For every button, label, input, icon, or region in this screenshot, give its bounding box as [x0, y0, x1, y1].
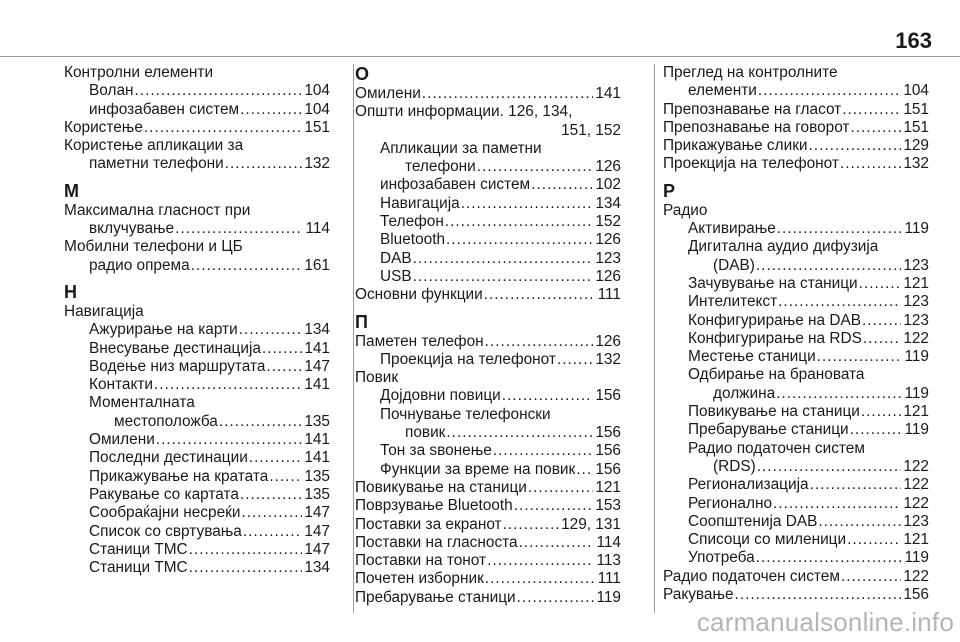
index-entry-text: Ракување: [663, 586, 734, 604]
index-entry-text: Регионално: [688, 494, 773, 512]
column-separator: [654, 64, 655, 613]
dot-leader: [144, 119, 302, 137]
dot-leader: [219, 413, 302, 431]
dot-leader: [514, 497, 594, 515]
index-column-1: [64, 64, 330, 577]
index-entry-text-continued: должина: [713, 384, 776, 402]
index-page-ref[interactable]: 104: [903, 82, 929, 100]
index-page-ref[interactable]: 113: [596, 552, 621, 570]
dot-leader: [241, 504, 302, 522]
index-entry-text: Дигитална аудио дифузија: [688, 238, 879, 256]
index-page-ref[interactable]: 135: [304, 485, 330, 503]
dot-leader: [493, 442, 594, 460]
index-page-ref[interactable]: 141: [304, 449, 330, 467]
dot-leader: [413, 268, 594, 286]
dot-leader: [735, 586, 902, 604]
dot-leader: [810, 476, 902, 494]
index-entry-text-continued: (DAB): [713, 256, 755, 274]
dot-leader: [189, 541, 303, 559]
index-subentry: [64, 541, 330, 559]
index-entry: [663, 64, 929, 101]
index-entry: [663, 202, 929, 220]
index-entry-text: Список со свртувања: [89, 522, 242, 540]
index-page-ref[interactable]: 141: [304, 431, 330, 449]
index-page-ref[interactable]: 122: [903, 494, 929, 512]
index-entry-text: Навигација: [64, 302, 144, 320]
index-page-ref[interactable]: 147: [304, 522, 330, 540]
dot-leader: [847, 531, 901, 549]
index-page-ref[interactable]: 132: [304, 155, 330, 173]
index-subentry: [355, 351, 621, 369]
index-entry-text: Bluetooth: [380, 231, 446, 249]
dot-leader: [191, 257, 303, 275]
dot-leader: [842, 101, 901, 119]
index-entry: [355, 516, 621, 534]
index-page-ref[interactable]: 111: [597, 570, 621, 588]
index-page-ref[interactable]: 134: [304, 559, 330, 577]
index-entry-text: Проекција на телефонот: [663, 155, 839, 173]
index-subentry: [355, 140, 621, 177]
index-subentry: [64, 101, 330, 119]
dot-leader: [576, 461, 593, 479]
index-page-ref[interactable]: 119: [904, 348, 929, 366]
dot-leader: [243, 523, 302, 541]
dot-leader: [446, 424, 593, 442]
index-page-ref[interactable]: 126: [595, 158, 621, 176]
index-entry-text: Максимална гласност при: [64, 201, 251, 219]
index-entry-text: Апликации за паметни: [380, 139, 542, 157]
index-subentry: [663, 440, 929, 477]
index-page-ref[interactable]: 152: [595, 213, 621, 231]
index-entry: [64, 119, 330, 137]
index-entry: [663, 119, 929, 137]
index-page-ref[interactable]: 123: [903, 293, 929, 311]
index-entry-text: Моменталната: [89, 394, 195, 412]
dot-leader: [239, 321, 303, 339]
index-entry-text: Пребарување станици: [355, 588, 516, 606]
index-subentry: [64, 486, 330, 504]
index-entry-text: Омилени: [89, 431, 155, 449]
dot-leader: [135, 82, 303, 100]
dot-leader: [485, 333, 594, 351]
dot-leader: [756, 549, 903, 567]
index-entry: [355, 333, 621, 351]
index-subentry: [355, 406, 621, 443]
index-page-ref[interactable]: 119: [904, 549, 929, 567]
index-page-ref[interactable]: 141: [304, 376, 330, 394]
page-number: 163: [895, 28, 932, 53]
index-page-ref[interactable]: 126: [595, 231, 621, 249]
dot-leader: [175, 220, 303, 238]
index-page-ref[interactable]: 151: [903, 100, 929, 118]
index-page-ref[interactable]: 156: [595, 442, 621, 460]
index-entry: [355, 479, 621, 497]
dot-leader: [156, 431, 303, 449]
index-entry-text: Омилени: [355, 85, 421, 102]
index-entry-text: Препознавање на говорот: [663, 118, 850, 136]
index-entry: [663, 101, 929, 119]
dot-leader: [757, 458, 902, 476]
dot-leader: [773, 495, 901, 513]
dot-leader: [519, 534, 595, 552]
index-page-ref[interactable]: 141: [595, 85, 621, 102]
dot-leader: [758, 82, 901, 100]
index-subentry: [663, 348, 929, 366]
index-entry-text: Почнување телефонски: [380, 405, 551, 423]
index-subentry: [663, 312, 929, 330]
index-subentry: [355, 250, 621, 268]
index-entry-text: Сообраќајни несреќи: [89, 504, 241, 522]
index-entry-text: Преглед на контролните: [663, 64, 838, 81]
dot-leader: [557, 351, 593, 369]
dot-leader: [413, 250, 594, 268]
index-page-ref[interactable]: 151: [903, 118, 929, 136]
index-page-ref[interactable]: 121: [903, 531, 929, 549]
index-subentry: [355, 195, 621, 213]
index-entry-text-continued: (RDS): [713, 457, 756, 475]
dot-leader: [446, 231, 593, 249]
index-entry-text: Контакти: [89, 376, 154, 394]
index-page-ref[interactable]: 123: [903, 256, 929, 274]
dot-leader: [154, 376, 302, 394]
index-page-ref[interactable]: 119: [904, 384, 929, 402]
index-entry-text: Радио податочен систем: [688, 439, 865, 457]
index-page-ref[interactable]: 119: [596, 588, 621, 606]
index-column-3: [663, 64, 929, 604]
dot-leader: [240, 101, 302, 119]
index-page-ref: 151, 152: [561, 121, 621, 139]
index-entry-text: Повик: [355, 369, 399, 387]
index-entry-text: Основни функции: [355, 286, 483, 304]
index-page-ref[interactable]: 147: [304, 540, 330, 558]
index-subentry: [663, 238, 929, 275]
dot-leader: [817, 348, 903, 366]
index-page-ref[interactable]: 156: [595, 424, 621, 442]
index-subentry: [64, 559, 330, 577]
index-entry: [355, 369, 621, 387]
index-subentry: [663, 513, 929, 531]
index-entry: [64, 137, 330, 174]
index-page-ref[interactable]: 153: [595, 497, 621, 515]
index-entry-text: Поставки на тонот: [355, 552, 487, 570]
index-entry: [64, 202, 330, 239]
index-entry-text-continued: повик: [405, 424, 446, 442]
index-subentry: [64, 394, 330, 431]
index-page-ref[interactable]: 104: [304, 100, 330, 118]
index-subentry: [64, 321, 330, 339]
index-subentry: [663, 421, 929, 439]
index-entry: [355, 497, 621, 515]
index-subentry: [64, 358, 330, 376]
index-entry-text: Телефон: [380, 213, 444, 231]
index-page-ref[interactable]: 129, 131: [561, 515, 621, 533]
index-subentry: [663, 495, 929, 513]
dot-leader: [859, 275, 902, 293]
dot-leader: [445, 213, 593, 231]
index-page-ref[interactable]: 121: [903, 403, 929, 421]
dot-leader: [225, 155, 303, 173]
index-entry-text: Активирање: [688, 220, 776, 238]
index-subentry: [355, 176, 621, 194]
index-column-2: [355, 64, 621, 607]
index-entry-text: Поставки на гласноста: [355, 533, 518, 551]
dot-leader: [503, 516, 559, 534]
index-entry-text-continued: радио опрема: [89, 256, 190, 274]
index-entry: [663, 155, 929, 173]
index-entry-text: Конфигурирање на DAB: [688, 311, 862, 329]
index-entry-text: Волан: [89, 82, 134, 100]
index-subentry: [355, 461, 621, 479]
dot-leader: [240, 486, 302, 504]
index-page-ref[interactable]: 123: [595, 249, 621, 267]
index-page-ref[interactable]: 104: [304, 82, 330, 100]
index-entry-text: Повикување на станици: [355, 478, 527, 496]
index-entry-text: Проекција на телефонот: [380, 350, 556, 368]
index-entry: [355, 552, 621, 570]
index-entry-text: Мобилни телефони и ЦБ: [64, 238, 243, 256]
index-entry-text-continued: вклучување: [89, 220, 175, 238]
dot-leader: [485, 570, 596, 588]
index-entry-text: Списоци со миленици: [688, 531, 847, 549]
index-entry-text: Употреба: [688, 549, 755, 567]
index-subentry: [64, 431, 330, 449]
index-page-ref[interactable]: 156: [903, 586, 929, 604]
index-subentry: [64, 340, 330, 358]
index-entry-text: Функции за време на повик: [380, 460, 576, 478]
index-entry-text: Ажурирање на карти: [89, 321, 238, 339]
index-entry-text: Поставки за екранот: [355, 515, 502, 533]
index-section-letter: Н: [64, 281, 77, 302]
index-page-ref[interactable]: 126: [595, 267, 621, 285]
index-entry-text: Прикажување на кратата: [89, 467, 269, 485]
index-page-ref[interactable]: 134: [595, 194, 621, 212]
dot-leader: [528, 479, 593, 497]
dot-leader: [809, 137, 902, 155]
index-page-ref[interactable]: 156: [595, 460, 621, 478]
index-entry: [64, 303, 330, 321]
index-page-ref[interactable]: 156: [595, 387, 621, 405]
index-entry-text: Препознавање на гласот: [663, 100, 842, 118]
index-subentry: [663, 531, 929, 549]
index-page-ref[interactable]: 135: [304, 467, 330, 485]
index-page-ref[interactable]: 111: [597, 286, 621, 304]
index-page-ref[interactable]: 102: [595, 176, 621, 194]
index-page-ref[interactable]: 122: [903, 567, 929, 585]
index-subentry: [663, 549, 929, 567]
index-page-ref[interactable]: 126: [595, 332, 621, 350]
index-entry-text: Конфигурирање на RDS: [688, 329, 862, 347]
index-subentry: [663, 293, 929, 311]
index-subentry: [355, 213, 621, 231]
index-entry-text: Користење: [64, 118, 143, 136]
index-section-letter: М: [64, 180, 79, 201]
index-entry: [663, 586, 929, 604]
index-subentry: [663, 330, 929, 348]
index-entry-text: Паметен телефон: [355, 332, 484, 350]
index-page-ref[interactable]: 141: [304, 339, 330, 357]
index-entry-text: Радио податочен систем: [663, 567, 840, 585]
index-subentry: [663, 275, 929, 293]
index-entry-text: Контролни елементи: [64, 64, 214, 81]
index-subentry: [64, 449, 330, 467]
index-entry-text: инфозабавен систем: [89, 100, 240, 118]
index-entry-text: Регионализација: [688, 476, 809, 494]
index-entry: [355, 570, 621, 588]
index-entry-text: Повикување на станици: [688, 403, 860, 421]
index-subentry: [663, 476, 929, 494]
column-separator: [353, 64, 354, 613]
index-entry: [355, 85, 621, 103]
index-entry-text: Навигација: [380, 194, 460, 212]
index-page-ref[interactable]: 161: [304, 256, 330, 274]
index-page-ref[interactable]: 119: [904, 220, 929, 238]
index-entry: [64, 64, 330, 82]
index-subentry: [663, 403, 929, 421]
index-page-ref[interactable]: 123: [903, 311, 929, 329]
index-entry-text: DAB: [380, 249, 412, 267]
index-section-letter: П: [355, 311, 368, 332]
dot-leader: [266, 358, 302, 376]
dot-leader: [517, 589, 595, 607]
index-subentry: [64, 376, 330, 394]
index-entry-text: Станици TMC: [89, 559, 188, 577]
index-entry: [355, 103, 621, 140]
index-page-ref[interactable]: 122: [903, 476, 929, 494]
index-subentry: [64, 468, 330, 486]
index-entry-text: Општи информации. 126, 134,: [355, 103, 573, 121]
dot-leader: [862, 312, 901, 330]
index-entry-text-continued: паметни телефони: [89, 155, 224, 173]
index-subentry: [663, 366, 929, 403]
index-entry-text-continued: телефони: [405, 158, 476, 176]
index-subentry: [355, 442, 621, 460]
index-entry-text: Внесување дестинација: [89, 339, 261, 357]
dot-leader: [487, 552, 594, 570]
index-page-ref[interactable]: 147: [304, 504, 330, 522]
index-entry-text: Прикажување слики: [663, 137, 808, 155]
dot-leader: [461, 195, 594, 213]
dot-leader: [861, 403, 901, 421]
index-page-ref[interactable]: 114: [596, 533, 621, 551]
index-page-ref[interactable]: 129: [903, 137, 929, 155]
index-section-letter: О: [355, 64, 370, 84]
dot-leader: [850, 119, 901, 137]
index-page-ref[interactable]: 114: [305, 220, 330, 238]
index-entry-text: Дојдовни повици: [380, 387, 501, 405]
index-entry-text: Користење апликации за: [64, 137, 244, 155]
index-page-ref[interactable]: 122: [903, 457, 929, 475]
index-entry-text: Почетен изборник: [355, 570, 484, 588]
index-entry-text: инфозабавен систем: [380, 176, 531, 194]
index-subentry: [355, 268, 621, 286]
header-rule: [0, 56, 960, 57]
watermark: carmanualsonline.info: [696, 607, 954, 637]
index-entry-text-continued: местоположба: [114, 412, 218, 430]
index-subentry: [64, 82, 330, 100]
index-entry: [663, 568, 929, 586]
index-page-ref[interactable]: 121: [903, 274, 929, 292]
index-page-ref[interactable]: 132: [903, 155, 929, 173]
dot-leader: [484, 286, 596, 304]
dot-leader: [249, 449, 302, 467]
index-page-ref[interactable]: 121: [595, 478, 621, 496]
index-subentry: [663, 220, 929, 238]
index-entry-text-continued: елементи: [688, 82, 757, 100]
index-entry: [64, 238, 330, 275]
dot-leader: [269, 468, 302, 486]
index-entry-text: Поврзување Bluetooth: [355, 497, 513, 515]
index-entry-text: Ракување со картата: [89, 485, 239, 503]
index-subentry: [355, 231, 621, 249]
index-entry: [355, 286, 621, 304]
dot-leader: [756, 257, 901, 275]
index-subentry: [64, 504, 330, 522]
index-subentry: [64, 523, 330, 541]
index-page-ref[interactable]: 122: [903, 329, 929, 347]
index-entry-text: USB: [380, 267, 412, 285]
index-page-ref[interactable]: 132: [595, 350, 621, 368]
index-entry-text: Соопштенија DAB: [688, 512, 818, 530]
index-entry-text: Интелитекст: [688, 293, 778, 311]
dot-leader: [841, 568, 901, 586]
dot-leader: [818, 513, 901, 531]
dot-leader: [422, 85, 594, 103]
index-section-letter: Р: [663, 180, 676, 201]
index-entry: [663, 137, 929, 155]
index-entry-text: Зачувување на станици: [688, 274, 858, 292]
dot-leader: [531, 176, 593, 194]
index-entry-text: Водење низ маршрутата: [89, 357, 266, 375]
index-entry: [355, 534, 621, 552]
dot-leader: [477, 158, 594, 176]
index-entry: [355, 589, 621, 607]
index-entry-text: Местење станици: [688, 348, 816, 366]
dot-leader: [850, 421, 903, 439]
dot-leader: [262, 340, 302, 358]
dot-leader: [776, 385, 902, 403]
index-entry-text: Последни дестинации: [89, 449, 248, 467]
index-page-ref[interactable]: 123: [903, 512, 929, 530]
index-page-ref[interactable]: 119: [904, 421, 929, 439]
index-entry-text: Одбирање на брановата: [688, 366, 865, 384]
index-subentry: [355, 387, 621, 405]
dot-leader: [778, 293, 901, 311]
dot-leader: [777, 220, 903, 238]
index-entry-text: Станици TMC: [89, 540, 188, 558]
dot-leader: [189, 559, 303, 577]
dot-leader: [863, 330, 901, 348]
index-entry-text: Радио: [663, 201, 708, 219]
index-page-ref[interactable]: 147: [304, 357, 330, 375]
index-page-ref[interactable]: 151: [304, 118, 330, 136]
dot-leader: [502, 387, 594, 405]
index-page-ref[interactable]: 135: [304, 412, 330, 430]
index-entry-text: Тон за ѕвонење: [380, 442, 492, 460]
dot-leader: [840, 155, 901, 173]
index-entry-text: Пребарување станици: [688, 421, 849, 439]
index-page-ref[interactable]: 134: [304, 321, 330, 339]
